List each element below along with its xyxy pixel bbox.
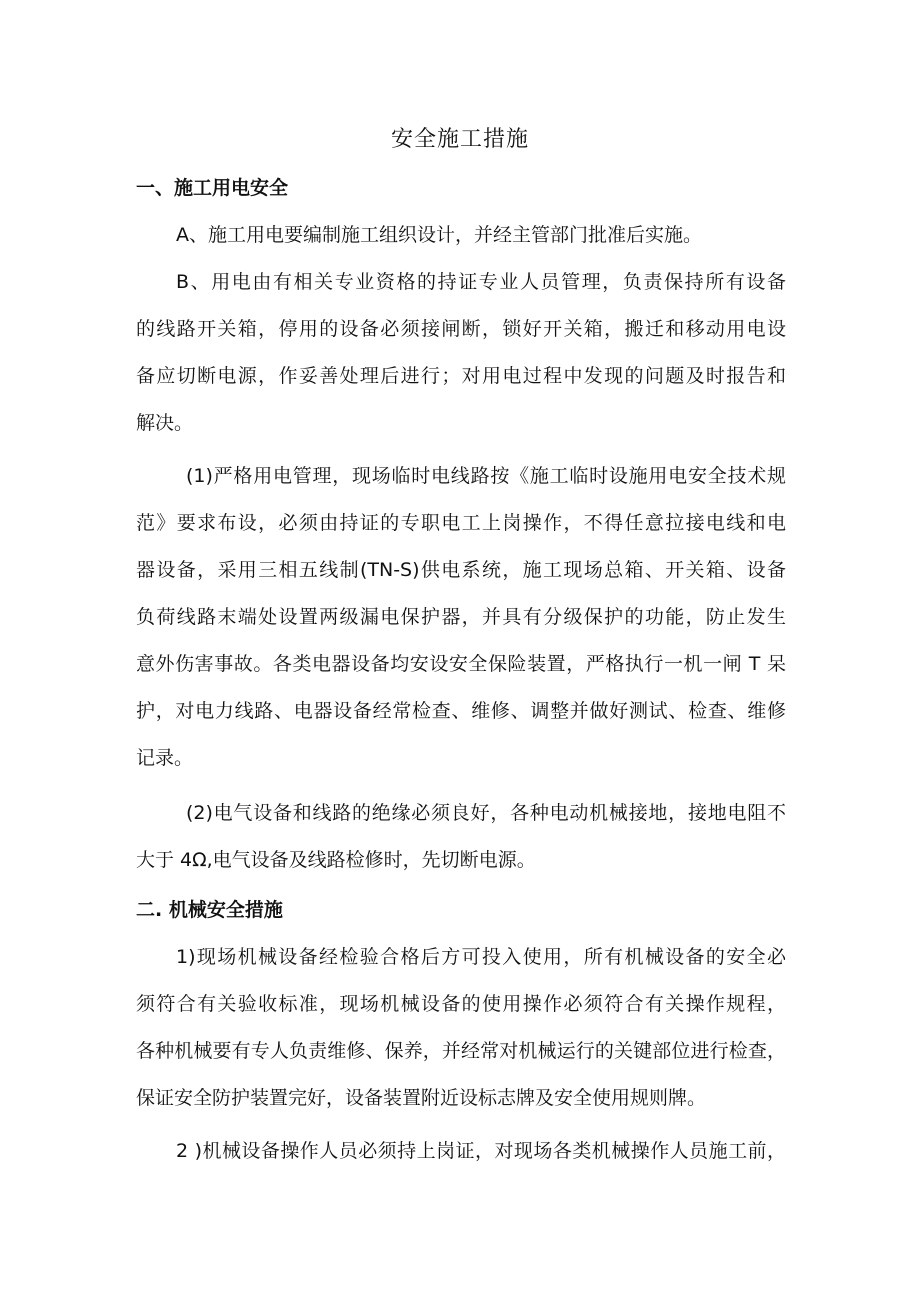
item-1-line-5: 意外伤害事故。各类电器设备均安设安全保险装置，严格执行一机一闸 T 呆	[136, 653, 786, 675]
section-2-heading: 二. 机械安全措施	[136, 899, 283, 921]
section-2-item-1-line-3: 各种机械要有专人负责维修、保养，并经常对机械运行的关键部位进行检查，	[136, 1040, 786, 1062]
document-title: 安全施工措施	[390, 127, 529, 152]
section-2-item-1-line-2: 须符合有关验收标准，现场机械设备的使用操作必须符合有关操作规程，	[136, 993, 786, 1015]
section-2-item-1-line-1: 1)现场机械设备经检验合格后方可投入使用，所有机械设备的安全必	[176, 946, 786, 968]
paragraph-b-line-4: 解决。	[136, 412, 194, 434]
paragraph-b-line-3: 备应切断电源，作妥善处理后进行；对用电过程中发现的问题及时报告和	[136, 365, 786, 387]
section-2-item-1-line-4: 保证安全防护装置完好，设备装置附近设标志牌及安全使用规则牌。	[136, 1087, 707, 1109]
paragraph-b-line-1: B、用电由有相关专业资格的持证专业人员管理，负责保持所有设备	[176, 271, 786, 293]
section-1-heading: 一、施工用电安全	[136, 177, 289, 199]
item-1-line-6: 护，对电力线路、电器设备经常检查、维修、调整并做好测试、检查、维修	[136, 700, 786, 722]
item-1-line-3: 器设备，采用三相五线制(TN-S)供电系统，施工现场总箱、开关箱、设备	[136, 559, 786, 581]
item-1-line-7: 记录。	[136, 747, 194, 769]
paragraph-b-line-2: 的线路开关箱，停用的设备必须接闸断，锁好开关箱，搬迁和移动用电设	[136, 318, 786, 340]
paragraph-a: A、施工用电要编制施工组织设计，并经主管部门批准后实施。	[176, 224, 702, 246]
item-2-line-1: (2)电气设备和线路的绝缘必须良好，各种电动机械接地，接地电阻不	[186, 802, 786, 824]
item-1-line-1: (1)严格用电管理，现场临时电线路按《施工临时设施用电安全技术规	[186, 465, 786, 487]
item-1-line-2: 范》要求布设，必须由持证的专职电工上岗操作，不得任意拉接电线和电	[136, 512, 786, 534]
item-1-line-4: 负荷线路末端处设置两级漏电保护器，并具有分级保护的功能，防止发生	[136, 606, 786, 628]
item-2-line-2: 大于 4Ω,电气设备及线路检修时，先切断电源。	[136, 849, 536, 871]
section-2-item-2-line-1: 2 )机械设备操作人员必须持上岗证，对现场各类机械操作人员施工前，	[176, 1140, 786, 1162]
